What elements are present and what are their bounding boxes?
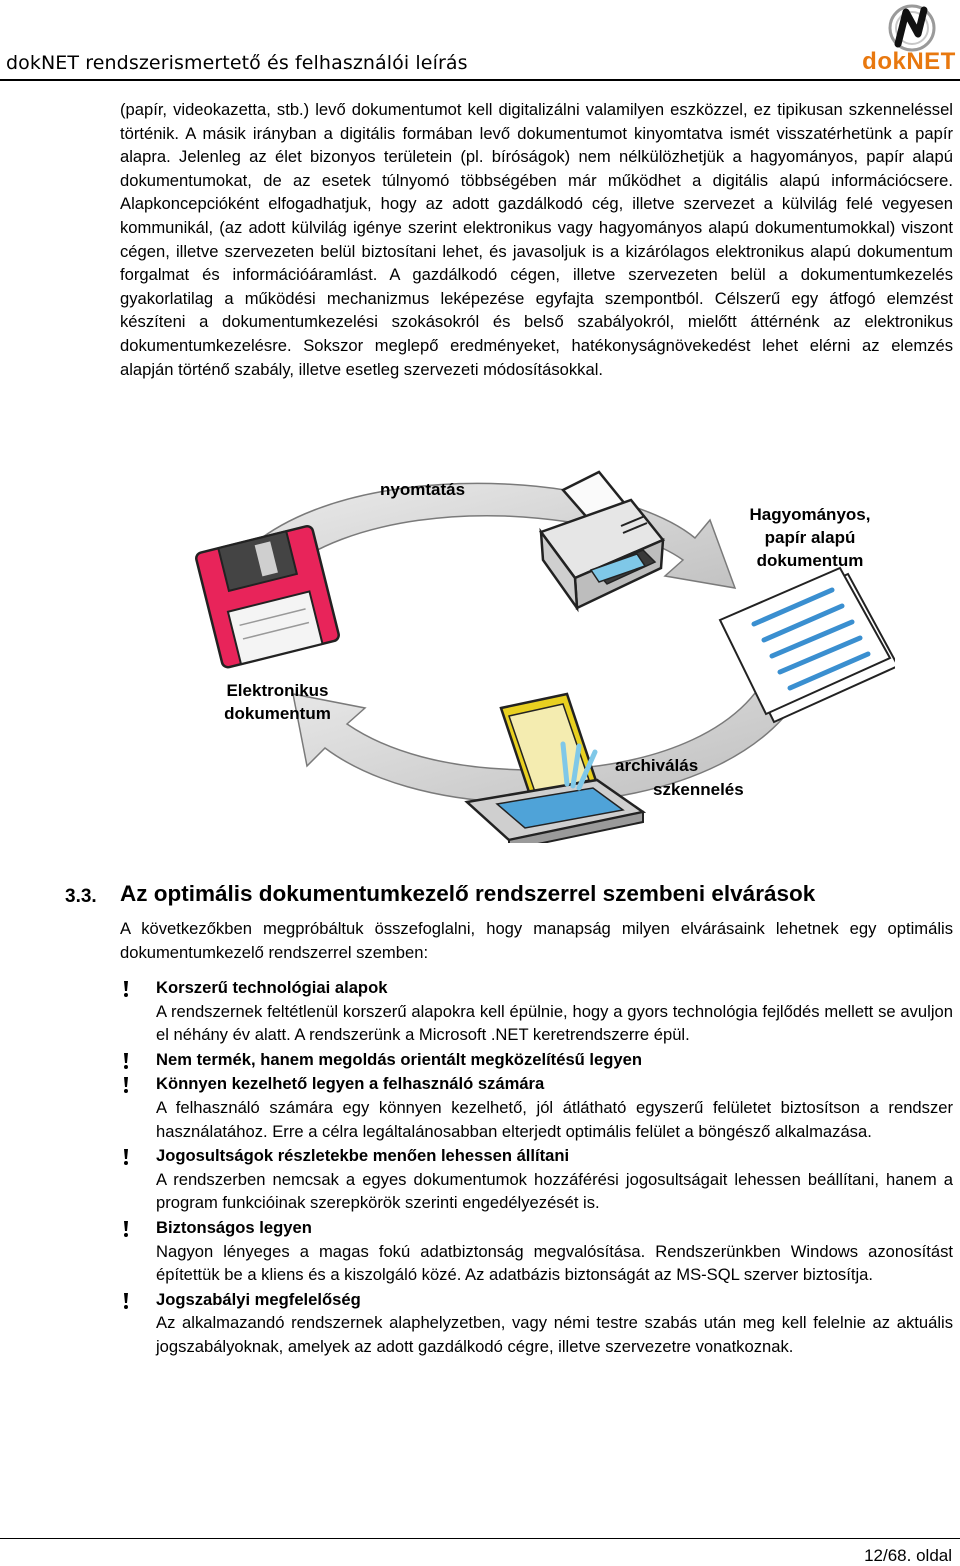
exclamation-bullet-icon [120,1148,132,1166]
document-title: dokNET rendszerismertető és felhasználói leírás [6,52,468,74]
label-paper-line-3: dokumentum [756,551,864,570]
document-cycle-diagram [175,458,895,843]
paper-documents-icon [720,568,895,722]
logo-emblem-icon [860,4,958,54]
list-item [120,1144,953,1215]
logo-text: dokNET [862,48,956,75]
list-item-desc: Az alkalmazandó rendszernek alaphelyzetben, vagy némi testre szabás után meg kell felelnie az aktuális jogszabályoknak, amelyek az adott gazdálkodó cégre, illetve szervezetre vonatkoznak. [156,1313,953,1356]
doknet-logo [860,4,958,80]
footer-divider [0,1538,960,1539]
section-intro: A következőkben megpróbáltuk összefoglalni, hogy manapság milyen elvárásaink lehetnek egy optimális dokumentumkezelő rendszerrel szemben: [120,919,953,962]
list-item-desc: A rendszernek feltétlenül korszerű alapokra kell épülnie, hogy a gyors technológia fejlődés mellett se avuljon el néhány év alatt. A rendszerünk a Microsoft .NET keretrendszerre épül. [156,1001,953,1045]
label-print: nyomtatás [380,480,466,499]
label-paper-document [730,503,890,572]
header-divider [0,79,960,81]
list-item-desc: A rendszerben nemcsak a egyes dokumentumok hozzáférési jogosultságait lehessen beállítani, hanem a program funkcióinak szerepkörök szerinti engedélyezését is. [156,1169,953,1213]
label-electronic-document [205,679,350,725]
label-electronic-line-2: dokumentum [224,704,331,723]
list-item [120,976,953,1047]
paragraph-text: (papír, videokazetta, stb.) levő dokumentumot kell digitalizálni valamilyen eszközzel, ez tipikusan szkenneléssel történik. A másik irányban a digitális formában levő dokumentumot kinyomtatva ismét visszatérhetünk a papír alapra. Jelenleg az élet bizonyos területein (pl. bíróságok) nem nélkülözhetjük a hagyományos, papír alapú dokumentumokat, de az esetek túlnyomó többségében már működhet a digitális alapú információcsere. Alapkoncepcióként elfogadhatjuk, hogy az adott gazdálkodó cég, illetve szervezet a külvilág felé vegyesen kommunikál, (az adott külvilág igénye szerint elektronikus vagy hagyományos alapú dokumentumokkal) viszont cégen, illetve szervezeten belül biztosítani lehet, és javasoljuk is a kizárólagos elektronikus alapú dokumentum forgalmat és információáramlást. A gazdálkodó cégen, illetve szervezeten belül a dokumentumkezelés gyakorlatilag a működési mechanizmus leképezése egyfajta szempontból. Célszerű egy átfogó elemzést készíteni a dokumentumkezelési szokásokról és belső szabályokról, mielőtt áttérnénk az elektronikus dokumentumkezelésre. Sokszor meglepő eredményeket, hatékonyságnövekedést lehet elérni az elemzés alapján történő szabály, illetve esetleg szervezeti módosításokkal. [120,100,953,379]
section-number: 3.3. [65,886,97,907]
list-item [120,1048,953,1072]
list-item-title: Jogszabályi megfelelőség [156,1289,361,1309]
exclamation-bullet-icon [120,980,132,998]
page-number: 12/68. oldal [864,1546,952,1565]
list-item-title: Nem termék, hanem megoldás orientált megközelítésű legyen [156,1049,642,1069]
list-item-title: Könnyen kezelhető legyen a felhasználó számára [156,1074,545,1094]
label-electronic-line-1: Elektronikus [226,681,329,700]
list-item-desc: Nagyon lényeges a magas fokú adatbiztonság megvalósítása. Rendszerünkben Windows azonosítást építettük be a kliens és a kiszolgáló közé. Az adatbázis biztonságát az MS-SQL szerver biztosítja. [156,1241,953,1285]
list-item [120,1216,953,1287]
list-item-title: Korszerű technológiai alapok [156,978,388,997]
body-paragraph [120,98,953,381]
exclamation-bullet-icon [120,1292,132,1310]
label-archive: archiválás [615,756,699,775]
label-scan: szkennelés [653,780,744,799]
list-item [120,1072,953,1143]
section-title: Az optimális dokumentumkezelő rendszerrel szembeni elvárások [120,881,816,906]
page-footer [0,1538,960,1565]
list-item-title: Jogosultságok részletekbe menően lehessen állítani [156,1146,570,1166]
exclamation-bullet-icon [120,1220,132,1238]
label-paper-line-2: papír alapú [764,528,856,547]
list-item-title: Biztonságos legyen [156,1217,312,1237]
list-item [120,1288,953,1359]
label-paper-line-1: Hagyományos, [749,505,871,524]
page-header [0,0,960,80]
exclamation-bullet-icon [120,1076,132,1094]
requirements-list [120,976,953,1360]
list-item-desc: A felhasználó számára egy könnyen kezelhető, jól átlátható egyszerű felületet biztosítson a rendszer használatához. Erre a célra legáltalánosabban elterjedt optimális felület a böngésző alkalmazása. [156,1097,953,1141]
exclamation-bullet-icon [120,1052,132,1070]
